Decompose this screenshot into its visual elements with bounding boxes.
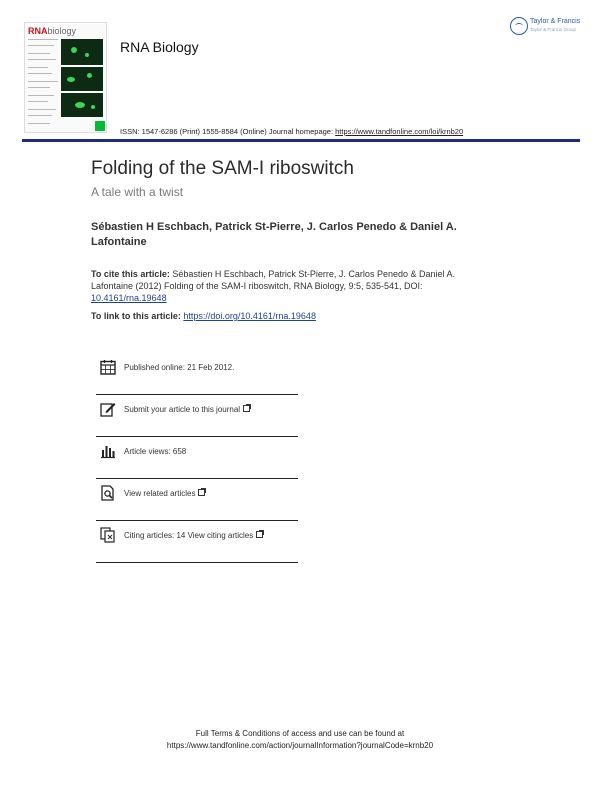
published-online-row: [96, 353, 298, 395]
article-views-text: Article views: 658: [124, 447, 187, 456]
article-title: Folding of the SAM-I riboswitch: [91, 158, 354, 179]
article-views-row: [96, 437, 298, 479]
article-info-list: [96, 353, 298, 563]
cover-image-2: [61, 67, 103, 91]
submit-article-link[interactable]: Submit your article to this journal: [124, 405, 250, 414]
pencil-icon: [100, 401, 116, 417]
bar-chart-icon: [100, 443, 116, 459]
published-online-text: Published online: 21 Feb 2012.: [124, 363, 235, 372]
footer-terms-text: Full Terms & Conditions of access and use can be found at: [195, 729, 405, 738]
external-link-icon: [198, 489, 205, 496]
issn-line: ISSN: 1547-6286 (Print) 1555-8584 (Online) Journal homepage: https://www.tandfonline.com/loi/krnb20: [120, 127, 464, 136]
article-subtitle: A tale with a twist: [91, 185, 184, 199]
citation-label: To cite this article:: [91, 269, 173, 279]
publisher-logo-icon: [510, 17, 528, 35]
cover-image-1: [61, 39, 103, 65]
journal-header: [0, 0, 600, 142]
citing-articles-row[interactable]: [96, 521, 298, 563]
citation-text: Sébastien H Eschbach, Patrick St-Pierre, J. Carlos Penedo & Daniel A. Lafontaine (2012) Folding of the SAM-I riboswitch, RNA Biology, 9:5, 535-541, DOI:: [91, 269, 455, 291]
external-link-icon: [256, 531, 263, 538]
citing-articles-icon: [100, 527, 116, 543]
article-link-line: [91, 311, 316, 321]
header-divider: [22, 139, 580, 142]
article-link-label: To link to this article:: [91, 311, 184, 321]
search-document-icon: [100, 485, 116, 501]
journal-cover-thumbnail[interactable]: [24, 22, 107, 133]
external-link-icon: [243, 405, 250, 412]
journal-homepage-link[interactable]: https://www.tandfonline.com/loi/krnb20: [335, 127, 464, 136]
related-articles-link[interactable]: View related articles: [124, 489, 205, 498]
citation-block: [91, 268, 491, 304]
cover-logo: RNAbiology: [28, 26, 77, 36]
article-authors: Sébastien H Eschbach, Patrick St-Pierre, J. Carlos Penedo & Daniel A. Lafontaine: [91, 221, 457, 248]
journal-title: RNA Biology: [120, 39, 199, 55]
page-footer: [0, 728, 600, 752]
cover-image-3: [61, 93, 103, 117]
article-doi-link[interactable]: https://doi.org/10.4161/rna.19648: [183, 311, 316, 321]
footer-terms-link[interactable]: https://www.tandfonline.com/action/journalInformation?journalCode=krnb20: [166, 741, 434, 750]
cover-publisher-mark: [95, 121, 105, 131]
citing-articles-link[interactable]: Citing articles: 14 View citing articles: [124, 531, 263, 540]
submit-article-row[interactable]: [96, 395, 298, 437]
citation-doi-link[interactable]: 10.4161/rna.19648: [91, 293, 167, 303]
publisher-logo[interactable]: Taylor & Francis Taylor & Francis Group: [510, 16, 586, 38]
calendar-icon: [100, 359, 116, 375]
related-articles-row[interactable]: [96, 479, 298, 521]
